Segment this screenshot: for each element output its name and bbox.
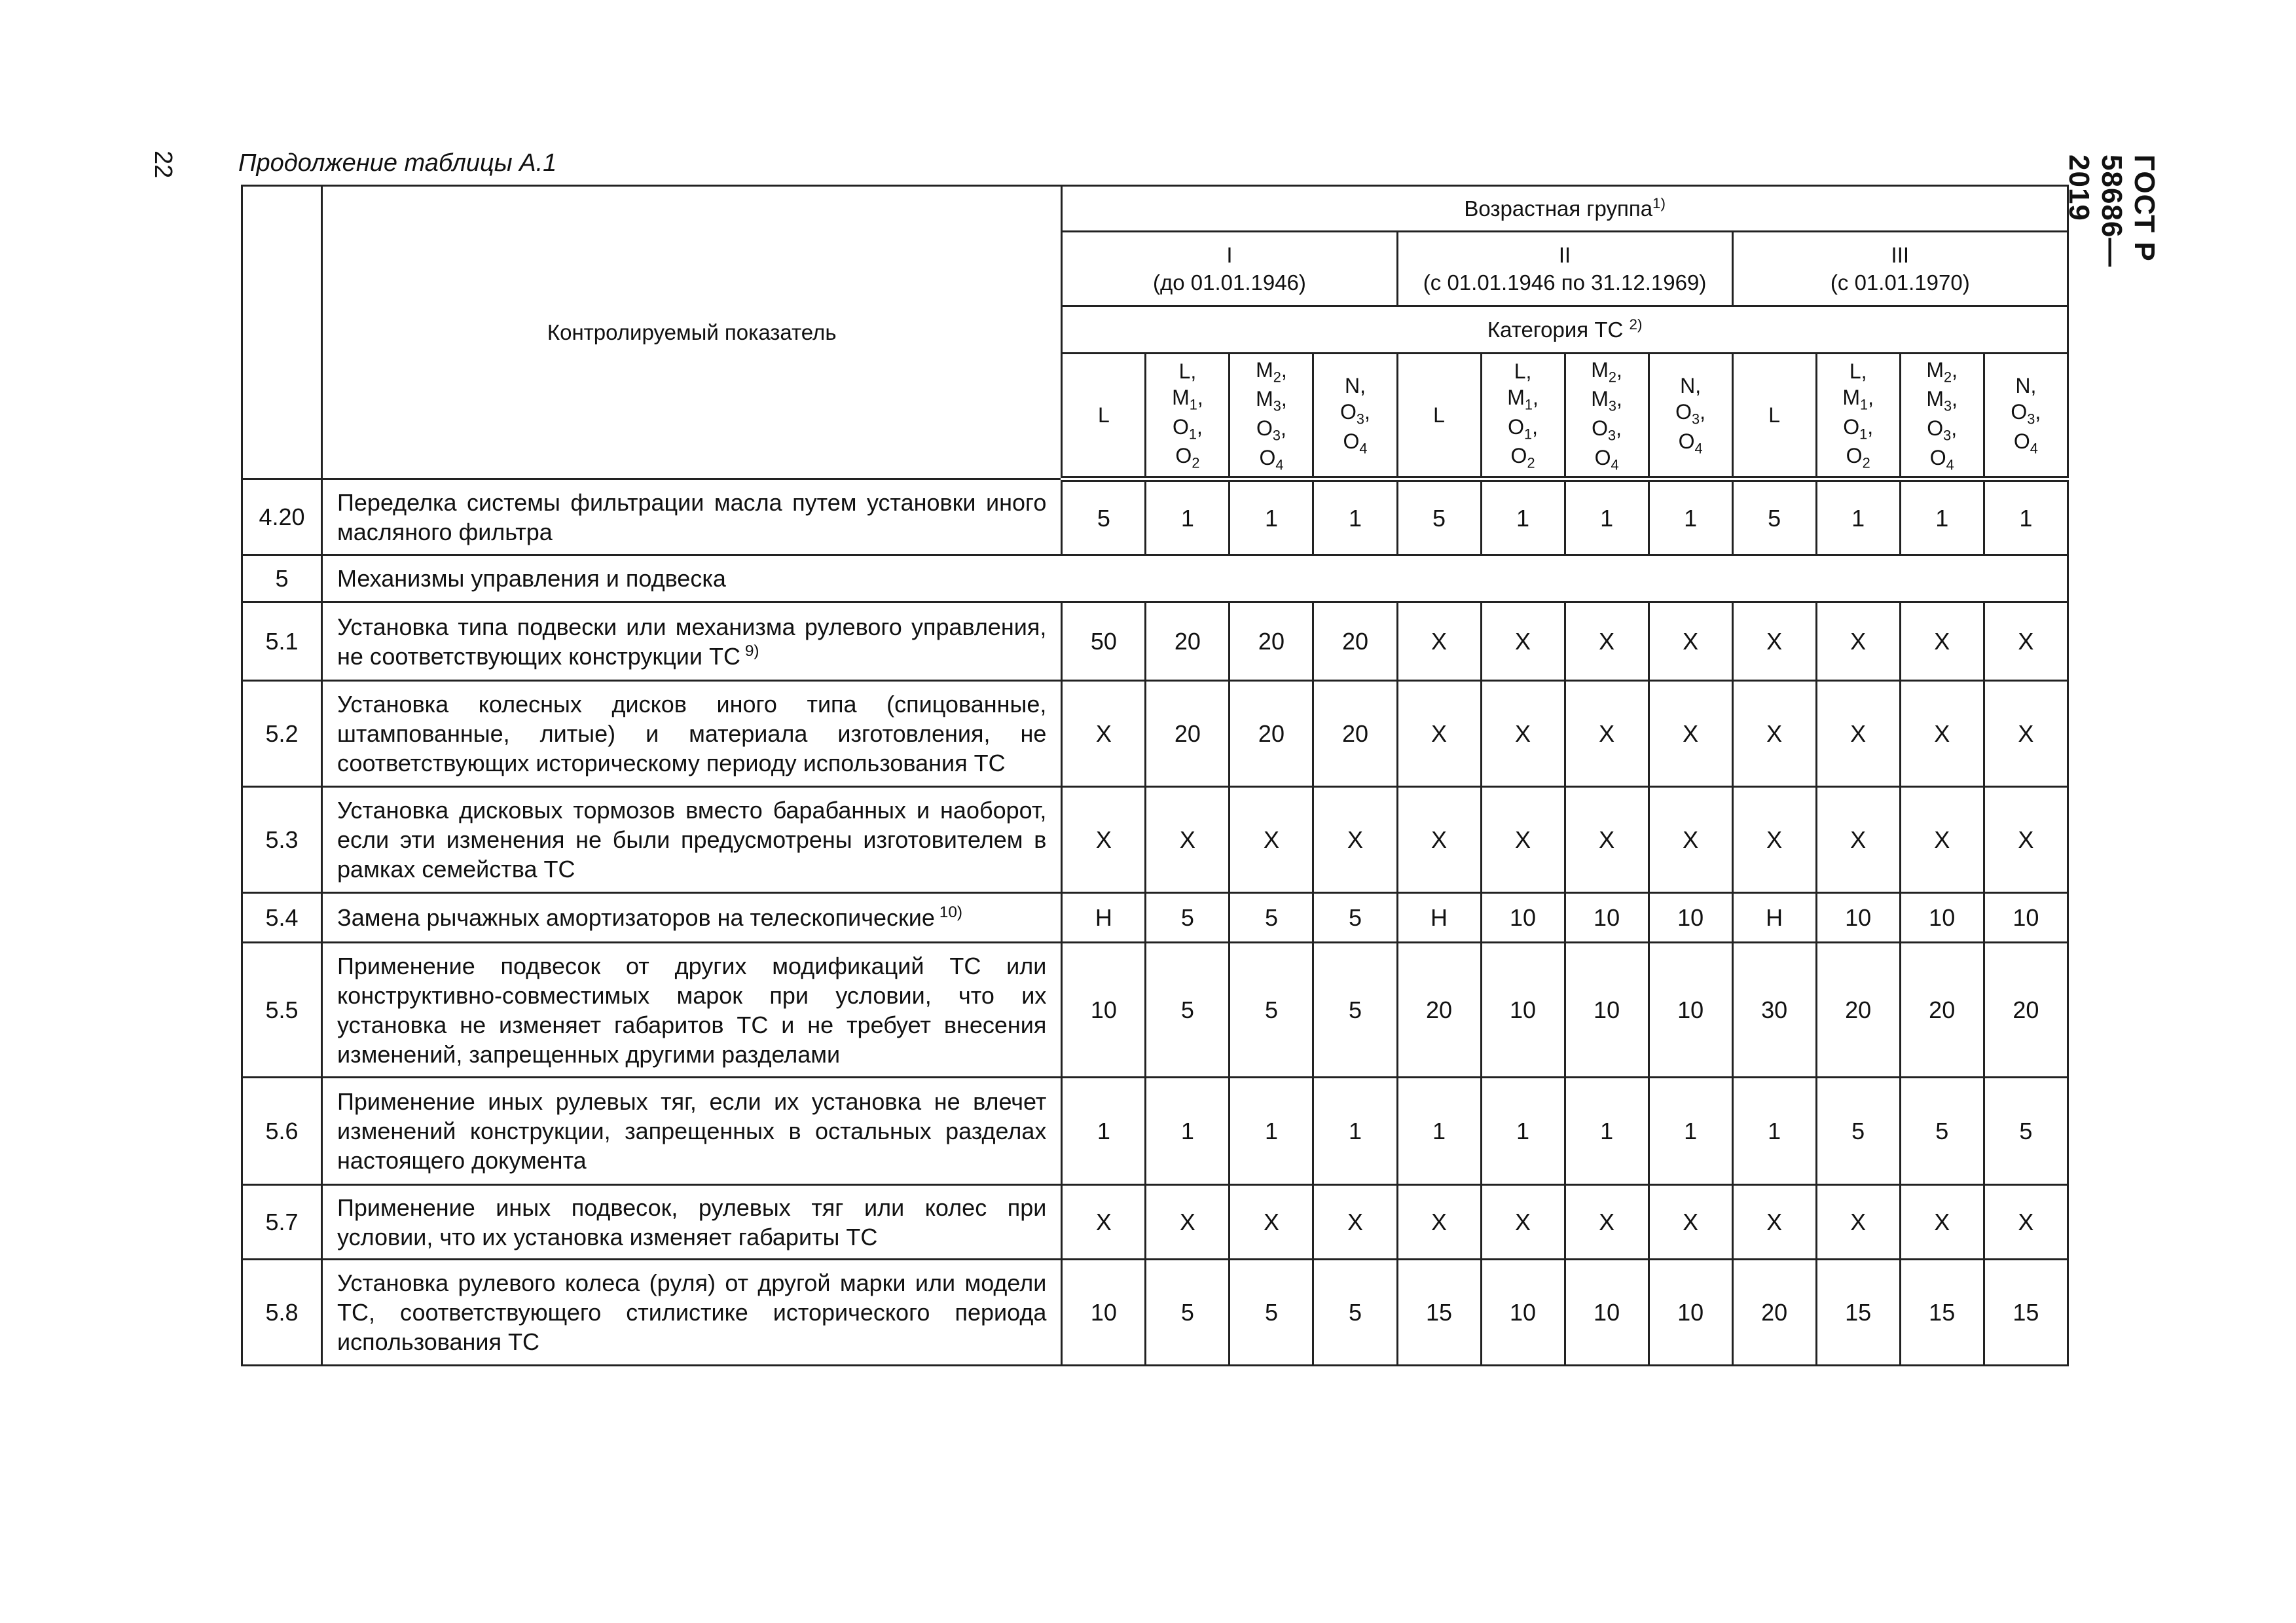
category-code: N, $O_3$, $O_4$	[2011, 374, 2041, 457]
table-row	[242, 787, 2068, 893]
value-cell: 5	[1900, 1078, 1984, 1185]
value-cell: X	[1062, 681, 1146, 787]
row-number: 5.3	[242, 787, 322, 893]
value-cell: X	[1984, 787, 2068, 893]
category-code: N, $O_3$, $O_4$	[1340, 374, 1370, 457]
row-indicator-text: Применение иных подвесок, рулевых тяг или колес при условии, что их установка изменяет габариты ТС	[337, 1194, 1047, 1250]
value-cell: 20	[1230, 602, 1313, 681]
row-number: 5	[242, 555, 322, 602]
value-cell: 1	[1732, 1078, 1816, 1185]
value-cell: 1	[1984, 479, 2068, 555]
value-cell: 10	[1481, 1260, 1565, 1366]
value-cell: 1	[1900, 479, 1984, 555]
value-cell: 15	[1900, 1260, 1984, 1366]
value-cell: 5	[1062, 479, 1146, 555]
value-cell: 10	[1565, 1260, 1649, 1366]
table-header	[242, 186, 2068, 479]
row-number: 4.20	[242, 479, 322, 555]
value-cell: X	[1900, 1185, 1984, 1260]
value-cell: 5	[1230, 893, 1313, 943]
value-cell: X	[1732, 1185, 1816, 1260]
section-row	[242, 555, 2068, 602]
row-indicator-text: Установка дисковых тормозов вместо барабанных и наоборот, если эти изменения не были предусмотрены изготовителем в рамках семейства ТС	[337, 797, 1047, 883]
value-cell: X	[1816, 602, 1900, 681]
value-cell: 5	[1313, 893, 1397, 943]
value-cell: 10	[1649, 1260, 1732, 1366]
row-indicator-text: Установка рулевого колеса (руля) от другой марки или модели ТС, соответствующего стилистике исторического периода использования ТС	[337, 1269, 1047, 1355]
header-category	[1062, 306, 2068, 354]
category-code: L, $M_1$, $O_1$, $O_2$	[1842, 359, 1874, 471]
value-cell: X	[1397, 681, 1481, 787]
row-indicator	[322, 555, 2068, 602]
category-column-header	[1649, 354, 1732, 479]
row-indicator-text: Применение иных рулевых тяг, если их установка не влечет изменений конструкции, запрещенных в остальных разделах настоящего документа	[337, 1088, 1047, 1174]
category-column-header	[1313, 354, 1397, 479]
value-cell: 1	[1816, 479, 1900, 555]
value-cell: X	[1900, 602, 1984, 681]
row-number: 5.6	[242, 1078, 322, 1185]
value-cell: X	[1397, 602, 1481, 681]
value-cell: X	[1481, 787, 1565, 893]
table-row	[242, 1185, 2068, 1260]
table-row	[242, 602, 2068, 681]
table-row	[242, 681, 2068, 787]
value-cell: 20	[1313, 602, 1397, 681]
value-cell: 50	[1062, 602, 1146, 681]
header-indicator: Контролируемый показатель	[322, 186, 1062, 479]
age-group-3-roman: III	[1891, 243, 1910, 268]
footnote-ref: 9)	[740, 642, 759, 660]
category-column-header	[1565, 354, 1649, 479]
category-column-header	[1816, 354, 1900, 479]
requirements-table	[241, 185, 2069, 1366]
category-code: L	[1097, 403, 1110, 427]
value-cell: 5	[1732, 479, 1816, 555]
category-column-header	[1230, 354, 1313, 479]
value-cell: Н	[1397, 893, 1481, 943]
value-cell: 10	[1816, 893, 1900, 943]
table-row	[242, 893, 2068, 943]
value-cell: X	[1649, 1185, 1732, 1260]
category-code: L, $M_1$, $O_1$, $O_2$	[1172, 359, 1203, 471]
age-group-footnote: 1)	[1652, 195, 1666, 212]
row-indicator	[322, 1185, 1062, 1260]
value-cell: Н	[1062, 893, 1146, 943]
row-indicator	[322, 943, 1062, 1078]
value-cell: X	[1732, 681, 1816, 787]
value-cell: X	[1816, 681, 1900, 787]
value-cell: X	[1062, 787, 1146, 893]
table-caption: Продолжение таблицы А.1	[238, 149, 557, 177]
category-column-header	[1481, 354, 1565, 479]
value-cell: X	[1230, 1185, 1313, 1260]
value-cell: X	[1481, 602, 1565, 681]
value-cell: X	[1565, 1185, 1649, 1260]
value-cell: 5	[1397, 479, 1481, 555]
value-cell: 1	[1230, 1078, 1313, 1185]
row-indicator	[322, 1078, 1062, 1185]
row-number: 5.4	[242, 893, 322, 943]
value-cell: X	[1732, 602, 1816, 681]
value-cell: 20	[1230, 681, 1313, 787]
row-indicator-text: Применение подвесок от других модификаций ТС или конструктивно-совместимых марок при условии, что их установка не изменяет габаритов ТС и не требует внесения изменений, запрещенных другими разделами	[337, 952, 1047, 1068]
age-group-label: Возрастная группа	[1464, 196, 1653, 221]
value-cell: 20	[1816, 943, 1900, 1078]
value-cell: 15	[1816, 1260, 1900, 1366]
value-cell: 1	[1062, 1078, 1146, 1185]
value-cell: 1	[1313, 1078, 1397, 1185]
table-row	[242, 1078, 2068, 1185]
value-cell: X	[1649, 602, 1732, 681]
row-number: 5.2	[242, 681, 322, 787]
value-cell: 1	[1649, 479, 1732, 555]
value-cell: 1	[1146, 479, 1230, 555]
row-number: 5.8	[242, 1260, 322, 1366]
value-cell: 5	[1313, 943, 1397, 1078]
value-cell: 20	[1900, 943, 1984, 1078]
value-cell: X	[1900, 787, 1984, 893]
value-cell: 20	[1146, 602, 1230, 681]
value-cell: X	[1984, 602, 2068, 681]
value-cell: 20	[1984, 943, 2068, 1078]
category-code: $M_2$, $M_3$, $O_3$, $O_4$	[1591, 357, 1622, 473]
value-cell: X	[1649, 681, 1732, 787]
value-cell: 5	[1146, 893, 1230, 943]
table-row	[242, 1260, 2068, 1366]
value-cell: 1	[1481, 1078, 1565, 1185]
value-cell: X	[1565, 681, 1649, 787]
value-cell: X	[1900, 681, 1984, 787]
value-cell: 1	[1481, 479, 1565, 555]
category-code: L	[1433, 403, 1445, 427]
row-number: 5.7	[242, 1185, 322, 1260]
age-group-2-roman: II	[1558, 243, 1571, 268]
table-body	[242, 479, 2068, 1366]
row-indicator	[322, 893, 1062, 943]
value-cell: 5	[1146, 1260, 1230, 1366]
value-cell: X	[1816, 1185, 1900, 1260]
value-cell: 10	[1565, 893, 1649, 943]
value-cell: 5	[1230, 1260, 1313, 1366]
value-cell: 1	[1397, 1078, 1481, 1185]
category-code: N, $O_3$, $O_4$	[1675, 374, 1706, 457]
value-cell: 30	[1732, 943, 1816, 1078]
header-age-group	[1062, 186, 2068, 232]
value-cell: X	[1649, 787, 1732, 893]
row-number: 5.1	[242, 602, 322, 681]
category-column-header	[1984, 354, 2068, 479]
value-cell: X	[1062, 1185, 1146, 1260]
value-cell: X	[1565, 787, 1649, 893]
value-cell: 10	[1062, 943, 1146, 1078]
value-cell: 10	[1481, 943, 1565, 1078]
value-cell: X	[1397, 787, 1481, 893]
value-cell: X	[1146, 1185, 1230, 1260]
value-cell: X	[1565, 602, 1649, 681]
value-cell: 1	[1230, 479, 1313, 555]
value-cell: 1	[1313, 479, 1397, 555]
value-cell: 10	[1565, 943, 1649, 1078]
category-code: L	[1768, 403, 1781, 427]
row-indicator	[322, 479, 1062, 555]
value-cell: X	[1984, 1185, 2068, 1260]
value-cell: 1	[1565, 479, 1649, 555]
age-group-1	[1062, 232, 1397, 306]
value-cell: 15	[1984, 1260, 2068, 1366]
age-group-2-range: (с 01.01.1946 по 31.12.1969)	[1423, 270, 1707, 295]
value-cell: 5	[1984, 1078, 2068, 1185]
table-row	[242, 943, 2068, 1078]
value-cell: 5	[1146, 943, 1230, 1078]
value-cell: X	[1397, 1185, 1481, 1260]
value-cell: 1	[1146, 1078, 1230, 1185]
row-indicator	[322, 787, 1062, 893]
value-cell: Н	[1732, 893, 1816, 943]
value-cell: 20	[1732, 1260, 1816, 1366]
value-cell: 5	[1816, 1078, 1900, 1185]
value-cell: 5	[1230, 943, 1313, 1078]
row-indicator-text: Механизмы управления и подвеска	[337, 565, 726, 592]
age-group-1-roman: I	[1226, 243, 1233, 268]
category-column-header	[1397, 354, 1481, 479]
value-cell: 10	[1649, 893, 1732, 943]
header-number-cell	[242, 186, 322, 479]
value-cell: 10	[1481, 893, 1565, 943]
row-indicator-text: Установка типа подвески или механизма рулевого управления, не соответствующих конструкции ТС	[337, 613, 1047, 670]
category-code: $M_2$, $M_3$, $O_3$, $O_4$	[1256, 357, 1287, 473]
value-cell: X	[1481, 681, 1565, 787]
category-footnote: 2)	[1629, 316, 1643, 333]
category-code: $M_2$, $M_3$, $O_3$, $O_4$	[1926, 357, 1958, 473]
value-cell: X	[1816, 787, 1900, 893]
value-cell: 10	[1984, 893, 2068, 943]
value-cell: X	[1313, 787, 1397, 893]
category-column-header	[1732, 354, 1816, 479]
row-indicator	[322, 681, 1062, 787]
value-cell: 5	[1313, 1260, 1397, 1366]
age-group-2	[1397, 232, 1732, 306]
category-code: L, $M_1$, $O_1$, $O_2$	[1507, 359, 1539, 471]
age-group-3-range: (с 01.01.1970)	[1830, 270, 1970, 295]
value-cell: X	[1732, 787, 1816, 893]
standard-designation: ГОСТ Р 58686—2019	[2063, 155, 2160, 268]
value-cell: X	[1481, 1185, 1565, 1260]
page-number: 22	[149, 151, 177, 179]
value-cell: X	[1146, 787, 1230, 893]
value-cell: 20	[1146, 681, 1230, 787]
row-indicator-text: Установка колесных дисков иного типа (спицованные, штампованные, литые) и материала изготовления, не соответствующих историческому периоду использования ТС	[337, 691, 1047, 776]
value-cell: 20	[1313, 681, 1397, 787]
value-cell: 10	[1900, 893, 1984, 943]
value-cell: 15	[1397, 1260, 1481, 1366]
footnote-ref: 10)	[934, 903, 963, 921]
age-group-3	[1732, 232, 2068, 306]
category-label: Категория ТС	[1487, 318, 1624, 342]
value-cell: 10	[1649, 943, 1732, 1078]
value-cell: X	[1984, 681, 2068, 787]
row-indicator	[322, 1260, 1062, 1366]
value-cell: X	[1230, 787, 1313, 893]
row-number: 5.5	[242, 943, 322, 1078]
category-column-header	[1062, 354, 1146, 479]
row-indicator-text: Переделка системы фильтрации масла путем установки иного масляного фильтра	[337, 488, 1047, 545]
value-cell: X	[1313, 1185, 1397, 1260]
category-column-header	[1900, 354, 1984, 479]
value-cell: 1	[1565, 1078, 1649, 1185]
row-indicator	[322, 602, 1062, 681]
category-column-header	[1146, 354, 1230, 479]
row-indicator-text: Замена рычажных амортизаторов на телескопические	[337, 904, 935, 931]
table-row	[242, 479, 2068, 555]
value-cell: 1	[1649, 1078, 1732, 1185]
value-cell: 20	[1397, 943, 1481, 1078]
age-group-1-range: (до 01.01.1946)	[1152, 270, 1306, 295]
value-cell: 10	[1062, 1260, 1146, 1366]
